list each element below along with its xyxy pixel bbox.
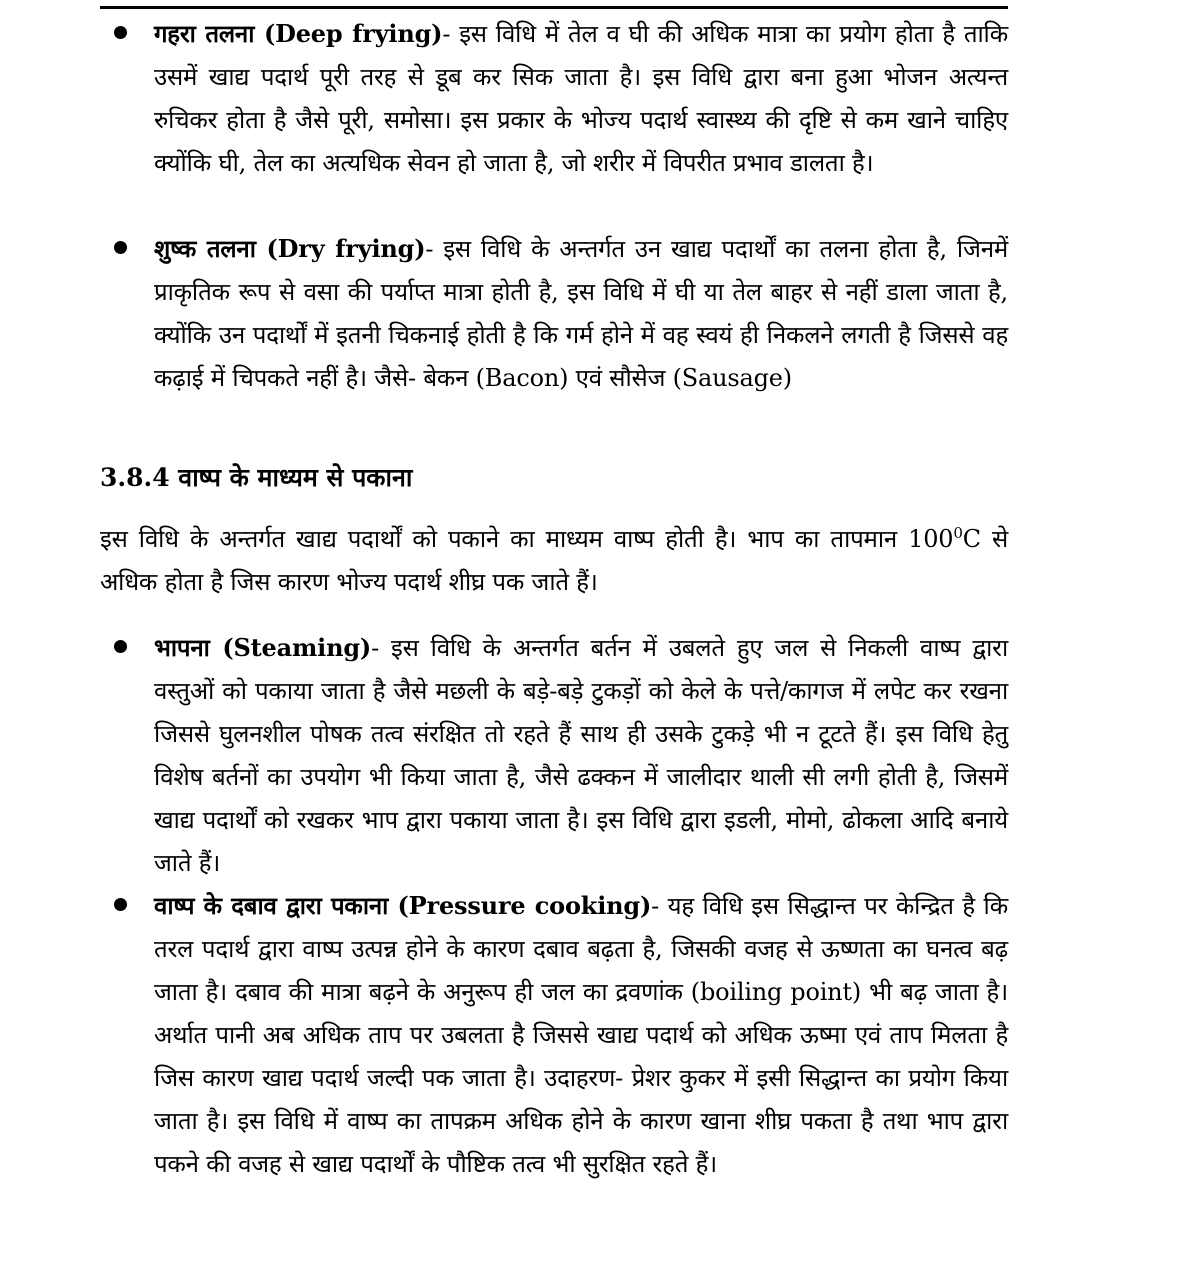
intro-paragraph (100, 518, 1008, 604)
intro-text-start: इस विधि के अन्तर्गत खाद्य पदार्थों को पकाने का माध्यम वाष्प होती है। भाप का तापमान 100 (100, 525, 954, 553)
top-rule (100, 6, 1008, 9)
bullet-dot (114, 26, 127, 39)
degree-superscript: 0 (953, 524, 963, 542)
description-deep-frying: - इस विधि में तेल व घी की अधिक मात्रा का प्रयोग होता है ताकि उसमें खाद्य पदार्थ पूरी तरह से डूब कर सिक जाता है। इस विधि द्वारा बना हुआ भोजन अत्यन्त रुचिकर होता है जैसे पूरी, समोसा। इस प्रकार के भोज्य पदार्थ स्वास्थ्य की दृष्टि से कम खाने चाहिए क्योंकि घी, तेल का अत्यधिक सेवन हो जाता है, जो शरीर में विपरीत प्रभाव डालता है। (154, 20, 1008, 177)
bullet-text (154, 626, 1008, 885)
description-steaming: - इस विधि के अन्तर्गत बर्तन में उबलते हुए जल से निकली वाष्प द्वारा वस्तुओं को पकाया जाता है जैसे मछली के बड़े-बड़े टुकड़ों को केले के पत्ते/कागज में लपेट कर रखना जिससे घुलनशील पोषक तत्व संरक्षित तो रहते हैं साथ ही उसके टुकड़े भी न टूटते हैं। इस विधि हेतु विशेष बर्तनों का उपयोग भी किया जाता है, जैसे ढक्कन में जालीदार थाली सी लगी होती है, जिसमें खाद्य पदार्थों को रखकर भाप द्वारा पकाया जाता है। इस विधि द्वारा इडली, मोमो, ढोकला आदि बनाये जाते हैं। (154, 634, 1008, 877)
intro-text-end: C से अधिक होता है जिस कारण भोज्य पदार्थ शीघ्र पक जाते हैं। (100, 525, 1008, 596)
description-dry-frying: - इस विधि के अन्तर्गत उन खाद्य पदार्थों का तलना होता है, जिनमें प्राकृतिक रूप से वसा की पर्याप्त मात्रा होती है, इस विधि में घी या तेल बाहर से नहीं डाला जाता है, क्योंकि उन पदार्थों में इतनी चिकनाई होती है कि गर्म होने में वह स्वयं ही निकलने लगती है जिससे वह कढ़ाई में चिपकते नहीं है। जैसे- बेकन (Bacon) एवं सौसेज (Sausage) (154, 235, 1008, 392)
description-pressure-cooking: - यह विधि इस सिद्धान्त पर केन्द्रित है कि तरल पदार्थ द्वारा वाष्प उत्पन्न होने के कारण दबाव बढ़ता है, जिसकी वजह से ऊष्णता का घनत्व बढ़ जाता है। दबाव की मात्रा बढ़ने के अनुरूप ही जल का द्रवणांक (boiling point) भी बढ़ जाता है। अर्थात पानी अब अधिक ताप पर उबलता है जिससे खाद्य पदार्थ को अधिक ऊष्मा एवं ताप मिलता है जिस कारण खाद्य पदार्थ जल्दी पक जाता है। उदाहरण- प्रेशर कुकर में इसी सिद्धान्त का प्रयोग किया जाता है। इस विधि में वाष्प का तापक्रम अधिक होने के कारण खाना शीघ्र पकता है तथा भाप द्वारा पकने की वजह से खाद्य पदार्थों के पौष्टिक तत्व भी सुरक्षित रहते हैं। (154, 892, 1008, 1178)
bullet-text (154, 884, 1008, 1186)
term-steaming: भापना (Steaming) (154, 633, 372, 662)
term-pressure-cooking: वाष्प के दबाव द्वारा पकाना (Pressure cooking) (154, 891, 652, 920)
bullet-dot (114, 898, 127, 911)
bullet-dot (114, 241, 127, 254)
term-dry-frying: शुष्क तलना (Dry frying) (154, 234, 426, 263)
bullet-text (154, 227, 1008, 400)
bullet-dot (114, 640, 127, 653)
section-heading: 3.8.4 वाष्प के माध्यम से पकाना (100, 463, 413, 492)
bullet-text (154, 12, 1008, 185)
term-deep-frying: गहरा तलना (Deep frying) (154, 19, 443, 48)
